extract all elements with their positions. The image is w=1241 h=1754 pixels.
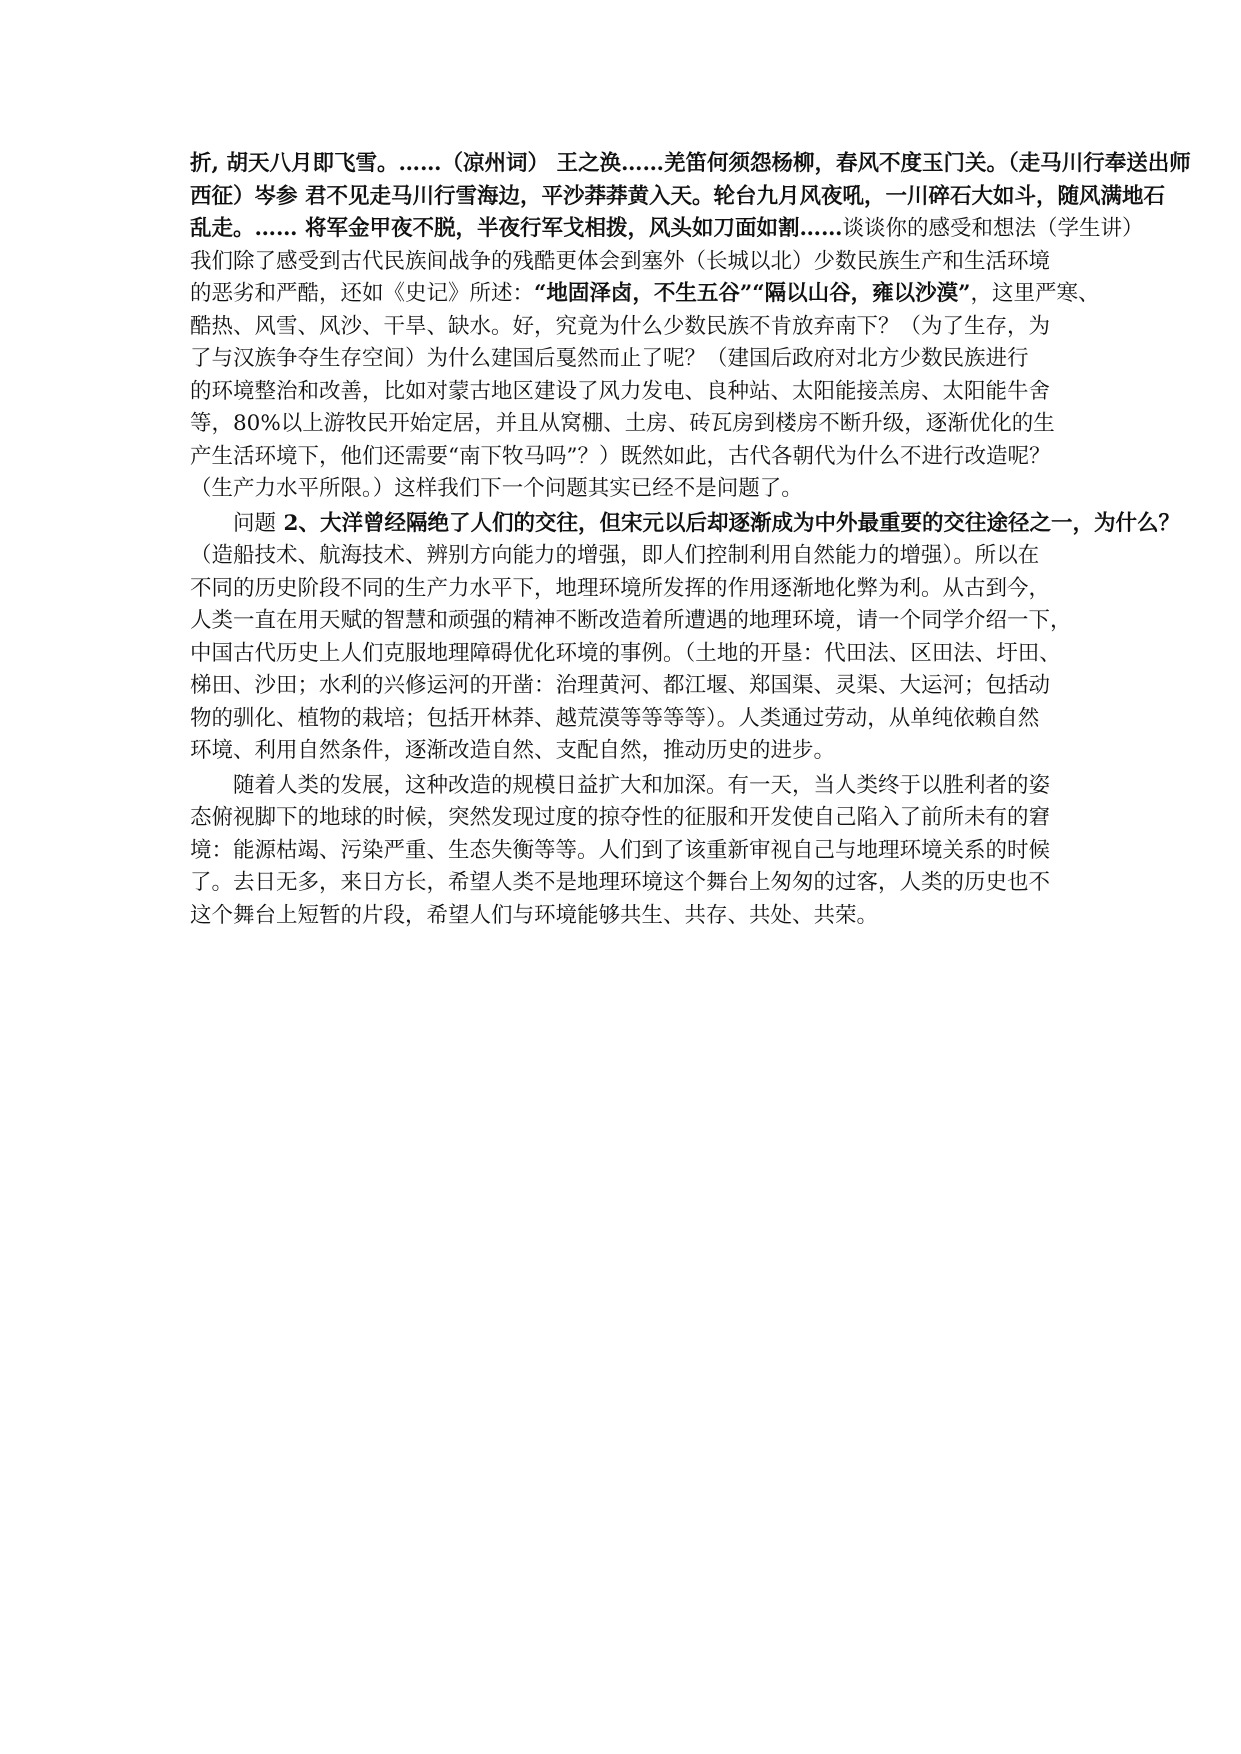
answer-line xyxy=(190,540,1066,573)
document-page xyxy=(190,148,1191,932)
closing-text: 随着人类的发展，这种改造的规模日益扩大和加深。有一天，当人类终于以胜利者的姿 xyxy=(233,772,1051,798)
answer-text: 不同的历史阶段不同的生产力水平下，地理环境所发挥的作用逐渐地化弊为利。从古到今， xyxy=(190,575,1051,601)
question-label: 问题 xyxy=(233,510,277,536)
closing-line xyxy=(190,802,1066,835)
body-text: （生产力水平所限。）这样我们下一个问题其实已经不是问题了。 xyxy=(190,476,803,501)
answer-text: （造船技术、航海技术、辨别方向能力的增强，即人们控制利用自然能力的增强）。所以在 xyxy=(190,543,1040,568)
question-text: 2、大洋曾经隔绝了人们的交往，但宋元以后却逐渐成为中外最重要的交往途径之一，为什么？ xyxy=(276,510,1180,536)
closing-text: 态俯视脚下的地球的时候，突然发现过度的掠夺性的征服和开发使自己陷入了前所未有的窘 xyxy=(190,805,1051,830)
answer-text: 物的驯化、植物的栽培；包括开林莽、越荒漠等等等等）。人类通过劳动，从单纯依赖自然 xyxy=(190,705,1040,731)
poem-line-1 xyxy=(190,148,1191,181)
body-text: ，这里严寒、 xyxy=(970,281,1100,306)
answer-line xyxy=(190,703,1066,736)
body-line xyxy=(190,246,1066,279)
body-text: 的环境整治和改善，比如对蒙古地区建设了风力发电、良种站、太阳能接羔房、太阳能牛舍 xyxy=(190,378,1051,404)
prompt-text: 谈谈你的感受和想法（学生讲） xyxy=(842,216,1144,241)
poem-line-2 xyxy=(190,181,1165,214)
answer-text: 环境、利用自然条件，逐渐改造自然、支配自然，推动历史的进步。 xyxy=(190,738,836,763)
body-text: 酷热、风雪、风沙、干旱、缺水。好，究竟为什么少数民族不肯放弃南下？（为了生存，为 xyxy=(190,313,1051,339)
body-text: 产生活环境下，他们还需要“南下牧马吗”？）既然如此，古代各朝代为什么不进行改造呢？ xyxy=(190,443,1051,469)
answer-line xyxy=(190,670,1066,703)
body-text: 我们除了感受到古代民族间战争的残酷更体会到塞外（长城以北）少数民族生产和生活环境 xyxy=(190,248,1051,274)
body-line xyxy=(190,343,1066,376)
answer-text: 梯田、沙田；水利的兴修运河的开凿：治理黄河、都江堰、郑国渠、灵渠、大运河；包括动 xyxy=(190,673,1051,698)
answer-text: 人类一直在用天赋的智慧和顽强的精神不断改造着所遭遇的地理环境，请一个同学介绍一下， xyxy=(190,608,1072,633)
body-line xyxy=(190,311,1066,344)
poem-text: 西征）岑参 君不见走马川行雪海边，平沙莽莽黄入天。轮台九月风夜吼，一川碎石大如斗，随风满地石 xyxy=(190,183,1165,209)
body-line xyxy=(190,441,1066,474)
closing-text: 了。去日无多，来日方长，希望人类不是地理环境这个舞台上匆匆的过客，人类的历史也不 xyxy=(190,870,1051,895)
poem-line-3 xyxy=(190,213,1144,246)
answer-line xyxy=(190,605,1072,638)
body-text: 的恶劣和严酷，还如《史记》所述： xyxy=(190,281,535,306)
closing-line xyxy=(190,900,1066,933)
body-line xyxy=(190,376,1066,409)
body-line xyxy=(190,473,1066,506)
closing-text: 境：能源枯竭、污染严重、生态失衡等等。人们到了该重新审视自己与地理环境关系的时候 xyxy=(190,837,1051,863)
closing-text: 这个舞台上短暂的片段，希望人们与环境能够共生、共存、共处、共荣。 xyxy=(190,902,879,928)
body-line xyxy=(190,408,1066,441)
question-2-heading xyxy=(190,508,1180,541)
closing-line xyxy=(190,835,1066,868)
body-text: 等，80%以上游牧民开始定居，并且从窝棚、土房、砖瓦房到楼房不断升级，逐渐优化的生 xyxy=(190,411,1055,436)
body-line-quote xyxy=(190,278,1100,311)
quote-text: “地固泽卤，不生五谷”“隔以山谷，雍以沙漠” xyxy=(534,281,971,306)
poem-text: 乱走。…… 将军金甲夜不脱，半夜行军戈相拨，风头如刀面如割…… xyxy=(190,216,843,241)
body-text: 了与汉族争夺生存空间）为什么建国后戛然而止了呢？（建国后政府对北方少数民族进行 xyxy=(190,346,1029,371)
closing-line xyxy=(190,867,1066,900)
answer-text: 中国古代历史上人们克服地理障碍优化环境的事例。（土地的开垦：代田法、区田法、圩田、 xyxy=(190,640,1061,666)
answer-line xyxy=(190,638,1066,671)
closing-paragraph-start xyxy=(190,770,1066,803)
answer-line xyxy=(190,735,1066,768)
poem-text: 折, 胡天八月即飞雪。……（凉州词） 王之涣……羌笛何须怨杨柳，春风不度玉门关。（走马川行奉送出师 xyxy=(190,151,1191,176)
answer-line xyxy=(190,573,1066,606)
